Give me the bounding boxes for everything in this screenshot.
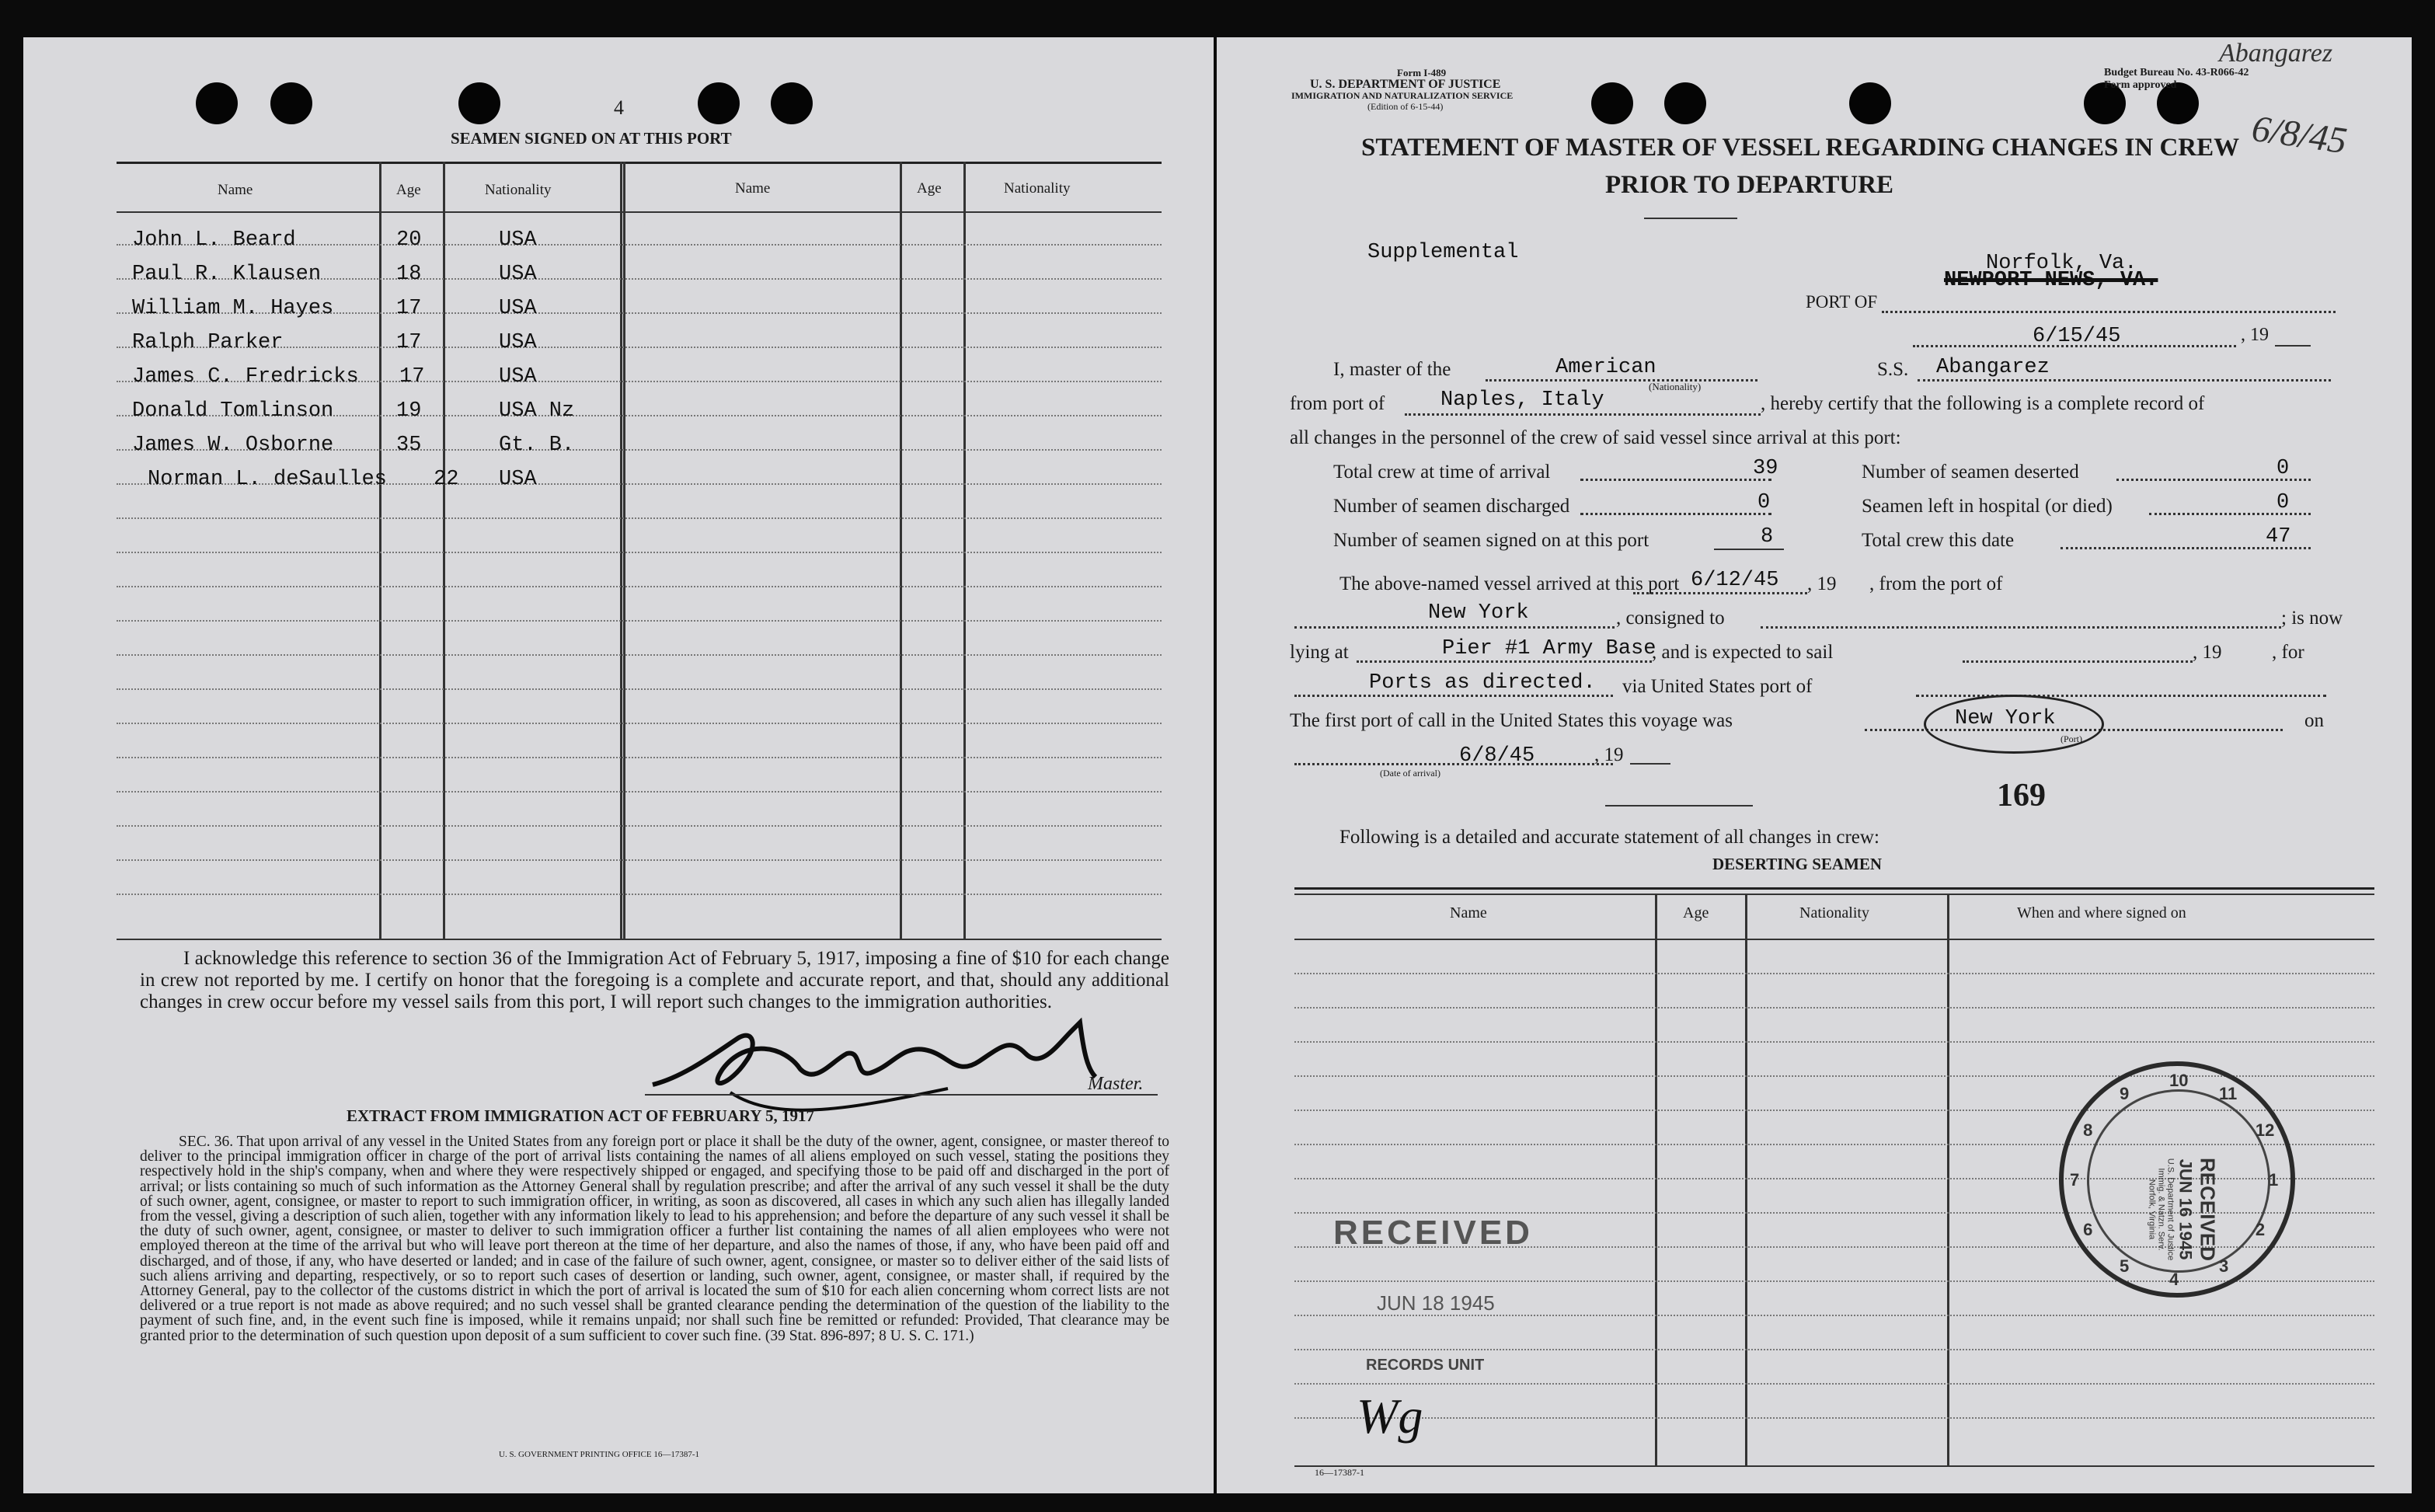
desert-col-age: Age — [1683, 904, 1709, 921]
records-unit: RECORDS UNIT — [1366, 1357, 1485, 1374]
arrived-text: The above-named vessel arrived at this port — [1339, 573, 1680, 594]
crew-name: Ralph Parker — [132, 331, 284, 354]
arrival-date: 6/8/45 — [1459, 744, 1535, 768]
clock-number: 12 — [2255, 1120, 2275, 1140]
master-of-label: I, master of the — [1333, 359, 1451, 380]
clock-number: 2 — [2255, 1220, 2266, 1239]
punch-hole — [1849, 82, 1891, 124]
port-value: Norfolk, Va. — [1986, 252, 2137, 275]
is-now: ; is now — [2281, 608, 2343, 629]
arrived-value: 6/12/45 — [1691, 569, 1779, 592]
page-number: 4 — [614, 96, 624, 119]
lying-at-label: lying at — [1290, 642, 1349, 663]
year-suffix: , 19 — [2241, 325, 2269, 345]
crew-age: 18 — [396, 263, 422, 286]
col-name: Name — [218, 182, 253, 198]
vessel-value: Abangarez — [1936, 356, 2050, 379]
ports-value: Ports as directed. — [1369, 671, 1596, 695]
supplemental: Supplemental — [1367, 241, 1519, 264]
crew-name: Norman L. deSaulles — [148, 468, 387, 491]
clock-number: 3 — [2219, 1256, 2229, 1276]
department: U. S. DEPARTMENT OF JUSTICE — [1310, 78, 1501, 91]
punch-hole — [270, 82, 312, 124]
clock-number: 7 — [2070, 1170, 2080, 1190]
clock-number: 4 — [2169, 1270, 2179, 1289]
crew-age: 22 — [434, 468, 459, 491]
lying-value: Pier #1 Army Base — [1442, 637, 1656, 660]
edition: (Edition of 6-15-44) — [1367, 101, 1444, 112]
service: IMMIGRATION AND NATURALIZATION SERVICE — [1291, 90, 1514, 101]
desert-col-nationality: Nationality — [1799, 904, 1869, 921]
year-suffix-3: , 19 — [2193, 642, 2222, 663]
handwritten-vessel: Abangarez — [2219, 39, 2333, 68]
round-stamp-line: Immig. & Natzn. Serv. — [2156, 1168, 2166, 1251]
crew-name: Donald Tomlinson — [132, 399, 334, 423]
clock-number: 9 — [2120, 1084, 2130, 1104]
form-approved: Form approved — [2104, 79, 2177, 91]
via-text: via United States port of — [1622, 676, 1813, 697]
number-169: 169 — [1997, 778, 2046, 813]
initials: Wg — [1357, 1388, 1423, 1444]
stat-label: Seamen left in hospital (or died) — [1862, 496, 2113, 517]
crew-age: 35 — [396, 434, 422, 457]
clock-number: 11 — [2219, 1084, 2238, 1104]
stat-value: 0 — [2276, 457, 2290, 480]
right-page — [1217, 37, 2412, 1493]
punch-hole — [1591, 82, 1633, 124]
stat-value: 0 — [2276, 491, 2290, 514]
round-stamp-line: JUN 16 1945 — [2175, 1158, 2196, 1260]
first-port-text: The first port of call in the United States this voyage was — [1290, 710, 1733, 731]
from-port-label: from port of — [1290, 393, 1385, 414]
form-number: Form I-489 — [1397, 67, 1447, 78]
punch-hole — [196, 82, 238, 124]
stat-value: 39 — [1753, 457, 1778, 480]
crew-nationality: USA — [499, 468, 537, 491]
deserting-heading: DESERTING SEAMEN — [1712, 855, 1883, 873]
clock-number: 8 — [2083, 1120, 2093, 1140]
left-page — [23, 37, 1214, 1493]
col-age: Age — [396, 182, 421, 198]
for-text: , for — [2272, 642, 2304, 663]
crew-nationality: USA — [499, 263, 537, 286]
expected-sail: , and is expected to sail — [1652, 642, 1834, 663]
crew-nationality: Gt. B. — [499, 434, 575, 457]
port-label: PORT OF — [1806, 292, 1878, 312]
received-stamp: RECEIVED — [1333, 1214, 1533, 1252]
crew-nationality: USA — [499, 228, 537, 252]
stat-label: Total crew at time of arrival — [1333, 462, 1551, 483]
certify-text-2: all changes in the personnel of the crew of said vessel since arrival at this port: — [1290, 427, 1901, 448]
round-stamp-line: Norfolk, Virginia — [2147, 1179, 2157, 1240]
year-suffix-4: , 19 — [1594, 744, 1624, 765]
origin-value: New York — [1428, 601, 1529, 625]
punch-hole — [771, 82, 813, 124]
arrival-caption: (Date of arrival) — [1380, 768, 1440, 779]
stat-label: Total crew this date — [1862, 530, 2015, 551]
clock-number: 5 — [2120, 1256, 2130, 1276]
form-title: STATEMENT OF MASTER OF VESSEL REGARDING CHANGES IN CREW — [1361, 134, 2240, 162]
crew-name: James C. Fredricks — [132, 365, 359, 388]
statement-date: 6/15/45 — [2033, 325, 2121, 348]
section-36-text: SEC. 36. That upon arrival of any vessel in the United States from any foreign port or place it shall be the duty of the owner, agent, consignee, or master thereof to deliver to the principal immigration officer in charge of the port of arrival lists containing the names of all aliens employed on such vessel, stating the positions they respectively hold in the ship's company, when and where they were respectively shipped or engaged, and specifying those to be paid off and discharged in the port of arrival; or lists containing so much of such information as the Attorney General shall by regulation prescribe; and after the arrival of any such vessel it shall be the duty of such owner, agent, consignee, or master to report to such immigration officer, in writing, as soon as discovered, all cases in which any such alien has illegally landed from the vessel, giving a description of such alien, together with any information likely to lead to his apprehension; and before the departure of any such vessel it shall be the duty of such owner, agent, consignee, or master to deliver to such immigration officer a further list containing the names of all alien employees who were not employed thereon at the time of the arrival but who will leave port thereon at the time of her departure, and also the names of those, if any, who have been paid off and discharged, and of those, if any, who have deserted or landed; and in case of the failure of such owner, agent, consignee, or master so to deliver either of the said lists of such aliens arriving and departing, respectively, or so to report such cases of desertion or landing, such owner, agent, consignee, or master shall, if required by the Attorney General, pay to the collector of the customs district in which the port of arrival is located the sum of $10 for each alien concerning whom correct lists are not delivered or a true report is not made as above required; and no such vessel shall be granted clearance pending the determination of the question of the liability to the payment of such fine, and, in the event such fine is imposed, while it remains unpaid; nor shall such fine be remitted or refunded: Provided, That clearance may be granted prior to the determination of such question upon deposit of a sum sufficient to cover such fine. (39 Stat. 896-897; 8 U. S. C. 171.) — [140, 1134, 1169, 1344]
received-date: JUN 18 1945 — [1377, 1291, 1495, 1315]
first-port-value: New York — [1955, 707, 2056, 730]
nationality-caption: (Nationality) — [1649, 381, 1702, 392]
ss-label: S.S. — [1877, 359, 1909, 380]
punch-hole — [458, 82, 500, 124]
stat-value: 0 — [1757, 491, 1771, 514]
crew-nationality: USA — [499, 365, 537, 388]
round-stamp-line: U.S. Department of Justice — [2165, 1158, 2175, 1261]
punch-hole — [1664, 82, 1706, 124]
stat-value: 8 — [1761, 525, 1774, 549]
crew-nationality: USA Nz — [499, 399, 575, 423]
crew-age: 19 — [396, 399, 422, 423]
following-text: Following is a detailed and accurate statement of all changes in crew: — [1339, 827, 1879, 848]
crew-age: 20 — [396, 228, 422, 252]
clock-number: 6 — [2083, 1220, 2093, 1239]
crew-age: 17 — [396, 297, 422, 320]
col-nationality-2: Nationality — [1004, 180, 1071, 197]
stat-label: Number of seamen deserted — [1862, 462, 2079, 483]
stat-label: Number of seamen signed on at this port — [1333, 530, 1649, 551]
col-nationality: Nationality — [485, 182, 552, 198]
col-age-2: Age — [917, 180, 942, 197]
nationality-value: American — [1555, 356, 1656, 379]
from-port-value: Naples, Italy — [1440, 388, 1604, 412]
master-label: Master. — [1088, 1074, 1144, 1094]
desert-col-name: Name — [1450, 904, 1487, 921]
stat-value: 47 — [2266, 525, 2291, 549]
crew-age: 17 — [399, 365, 425, 388]
on-text: on — [2304, 710, 2324, 731]
acknowledgement-text: I acknowledge this reference to section 36 of the Immigration Act of February 5, 1917, imposing a fine of $10 for each change in crew not reported by me. I certify on honor that the foregoing is a complete and accurate report, and that, should any additional changes in crew occur before my vessel sails from this port, I will report such changes to the immigration authorities. — [140, 948, 1169, 1012]
printing-office: U. S. GOVERNMENT PRINTING OFFICE 16—17387-1 — [499, 1450, 700, 1459]
left-heading: SEAMEN SIGNED ON AT THIS PORT — [451, 129, 732, 148]
stat-label: Number of seamen discharged — [1333, 496, 1570, 517]
round-stamp-line: RECEIVED — [2196, 1158, 2220, 1261]
form-title-2: PRIOR TO DEPARTURE — [1605, 171, 1894, 199]
budget-bureau: Budget Bureau No. 43-R066-42 — [2104, 67, 2249, 78]
desert-col-when: When and where signed on — [2017, 904, 2186, 921]
year-suffix-2: , 19 — [1807, 573, 1837, 594]
bottom-code: 16—17387-1 — [1315, 1467, 1364, 1478]
extract-heading: EXTRACT FROM IMMIGRATION ACT OF FEBRUARY 5, 1917 — [347, 1106, 815, 1125]
from-port-of: , from the port of — [1869, 573, 2003, 594]
crew-name: James W. Osborne — [132, 434, 334, 457]
clock-number: 10 — [2169, 1071, 2189, 1090]
clock-number: 1 — [2269, 1170, 2279, 1190]
crew-nationality: USA — [499, 297, 537, 320]
crew-name: William M. Hayes — [132, 297, 334, 320]
crew-nationality: USA — [499, 331, 537, 354]
crew-name: John L. Beard — [132, 228, 296, 252]
handwritten-date: 6/8/45 — [2249, 107, 2350, 162]
port-caption: (Port) — [2061, 733, 2082, 744]
col-name-2: Name — [735, 180, 771, 197]
crew-age: 17 — [396, 331, 422, 354]
round-stamp-text — [2148, 1132, 2220, 1287]
port-struck: NEWPORT NEWS, VA. — [1944, 269, 2158, 292]
consigned-text: , consigned to — [1616, 608, 1725, 629]
certify-text: , hereby certify that the following is a complete record of — [1761, 393, 2205, 414]
crew-name: Paul R. Klausen — [132, 263, 322, 286]
punch-hole — [698, 82, 740, 124]
